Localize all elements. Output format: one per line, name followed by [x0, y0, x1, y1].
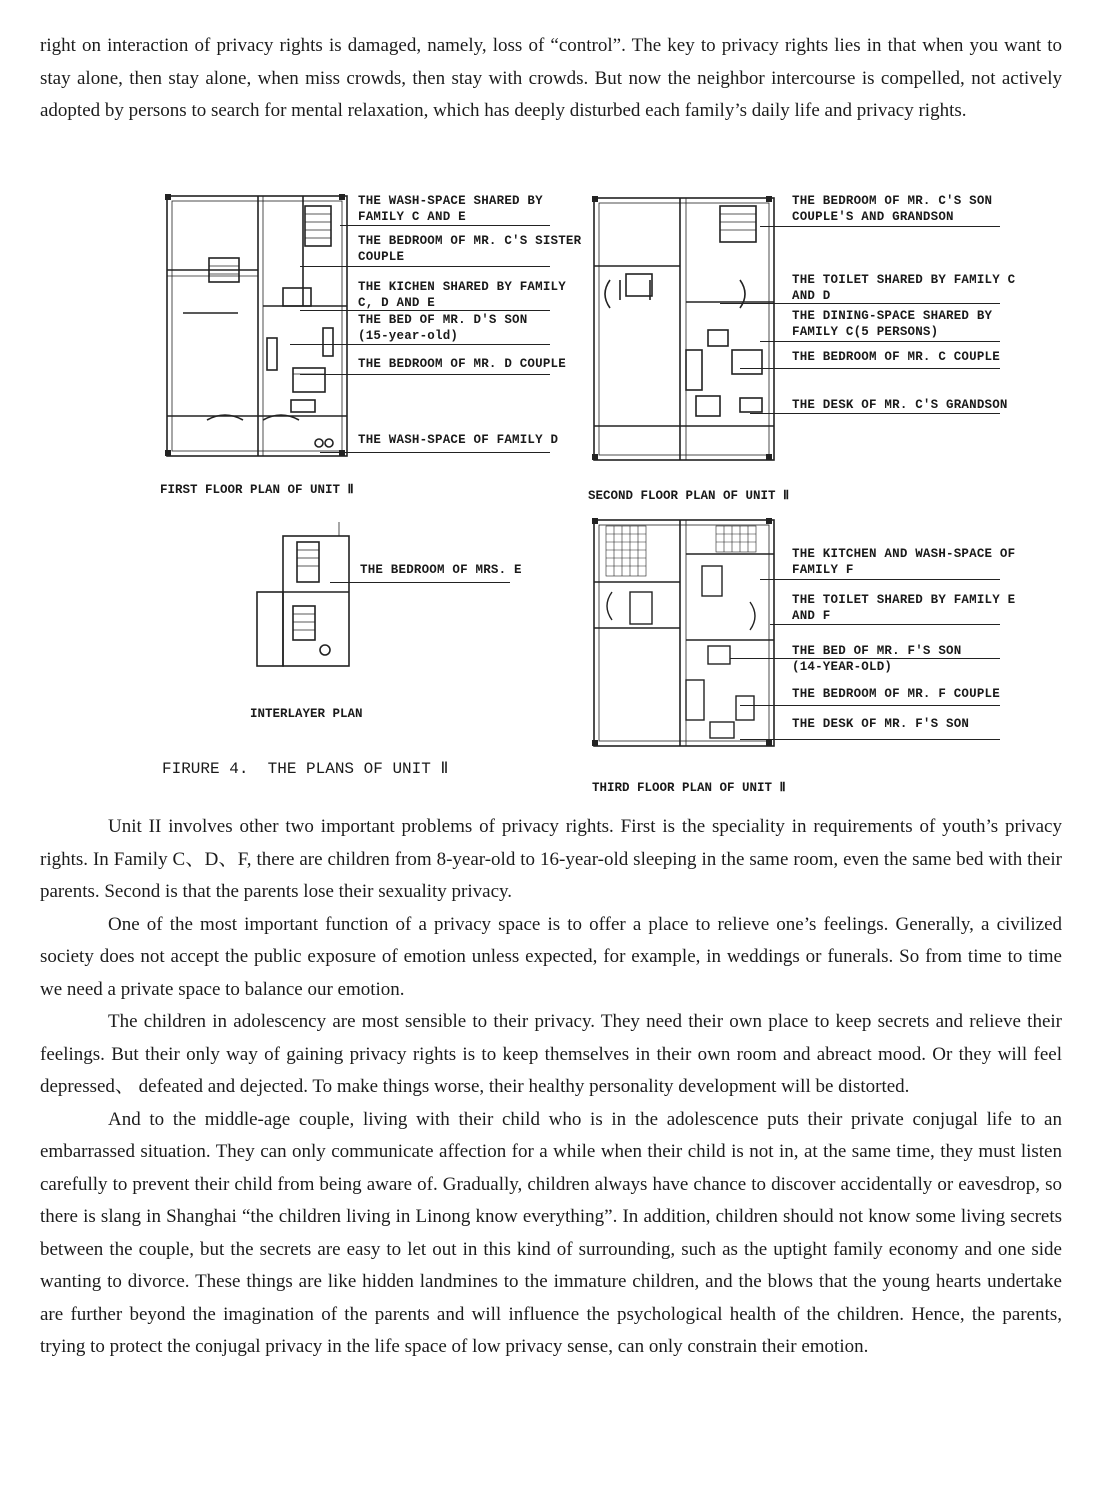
leader-line — [760, 226, 1000, 227]
leader-line — [730, 658, 1000, 659]
paragraph: The children in adolescency are most sensible to their privacy. They need their own place to keep secrets and relieve their feelings. But their only way of gaining privacy rights is to keep themselves in their own room and abreact mood. Or they will feel depressed、 defeated and dejected. To make things worse, their healthy personality development will be distorted. — [40, 1011, 1062, 1097]
leader-line — [770, 624, 1000, 625]
label-kitchen-c-d-e: THE KICHEN SHARED BY FAMILY C, D AND E — [358, 280, 566, 310]
label-bed-d-son: THE BED OF MR. D'S SON (15-year-old) — [358, 313, 528, 343]
leader-line — [290, 344, 550, 345]
leader-line — [750, 413, 1000, 414]
body-text — [0, 811, 1062, 1364]
second-floor-plan-title: SECOND FLOOR PLAN OF UNIT Ⅱ — [588, 489, 790, 503]
leader-line — [340, 225, 550, 226]
label-toilet-c-d: THE TOILET SHARED BY FAMILY C AND D — [792, 273, 1016, 303]
leader-line — [300, 266, 550, 267]
leader-line — [740, 739, 1000, 740]
second-floor-plan-drawing — [590, 190, 780, 470]
label-dining-space-c: THE DINING-SPACE SHARED BY FAMILY C(5 PERSONS) — [792, 309, 993, 339]
first-floor-plan-title: FIRST FLOOR PLAN OF UNIT Ⅱ — [160, 483, 354, 497]
label-bedroom-f-couple: THE BEDROOM OF MR. F COUPLE — [792, 687, 1000, 701]
label-wash-space-family-d: THE WASH-SPACE OF FAMILY D — [358, 433, 559, 447]
leader-line — [720, 303, 1000, 304]
label-wash-space-family-c-e: THE WASH-SPACE SHARED BY FAMILY C AND E — [358, 194, 543, 224]
leader-line — [740, 705, 1000, 706]
interlayer-plan-drawing — [253, 522, 353, 672]
figure-caption: FIRURE 4. THE PLANS OF UNIT Ⅱ — [162, 760, 449, 778]
label-bedroom-c-couple: THE BEDROOM OF MR. C COUPLE — [792, 350, 1000, 364]
label-desk-f-son: THE DESK OF MR. F'S SON — [792, 717, 970, 731]
third-floor-plan-title: THIRD FLOOR PLAN OF UNIT Ⅱ — [592, 781, 786, 795]
leader-line — [320, 452, 550, 453]
third-floor-plan-drawing — [590, 512, 780, 752]
paragraph: One of the most important function of a privacy space is to offer a place to relieve one’s feelings. Generally, a civilized society does not accept the public exposure of emotion unless expected, for example, in weddings or funerals. So from time to time we need a private space to balance our emotion. — [40, 913, 1062, 1000]
label-kitchen-wash-family-f: THE KITCHEN AND WASH-SPACE OF FAMILY F — [792, 547, 1016, 577]
label-desk-c-grandson: THE DESK OF MR. C'S GRANDSON — [792, 398, 1008, 412]
label-bedroom-mrs-e: THE BEDROOM OF MRS. E — [360, 563, 522, 577]
label-toilet-e-f: THE TOILET SHARED BY FAMILY E AND F — [792, 593, 1016, 623]
paragraph: Unit II involves other two important problems of privacy rights. First is the speciality in requirements of youth’s privacy rights. In Family C、D、F, there are children from 8-year-old to 16-year-old sleeping in the same room, even the same bed with their parents. Second is that the parents lose their sexuality privacy. — [40, 816, 1062, 902]
label-bedroom-c-sister: THE BEDROOM OF MR. C'S SISTER COUPLE — [358, 234, 582, 264]
leader-line — [300, 374, 550, 375]
label-bedroom-c-son-couple: THE BEDROOM OF MR. C'S SON COUPLE'S AND GRANDSON — [792, 194, 993, 224]
first-floor-plan-drawing — [163, 188, 353, 463]
leader-line — [760, 579, 1000, 580]
leader-line — [760, 341, 1000, 342]
intro-paragraph: right on interaction of privacy rights is damaged, namely, loss of “control”. The key to privacy rights lies in that when you want to stay alone, then stay alone, when miss crowds, then stay with crowds. But now the neighbor intercourse is compelled, not actively adopted by persons to search for mental relaxation, which has deeply disturbed each family’s daily life and privacy rights. — [40, 35, 1062, 121]
leader-line — [740, 368, 1000, 369]
label-bedroom-d-couple: THE BEDROOM OF MR. D COUPLE — [358, 357, 566, 371]
label-bed-f-son: THE BED OF MR. F'S SON (14-YEAR-OLD) — [792, 644, 962, 674]
interlayer-plan-title: INTERLAYER PLAN — [250, 707, 363, 721]
paragraph: And to the middle-age couple, living with their child who is in the adolescence puts their private conjugal life to an embarrassed situation. They can only communicate affection for a while when their child is not in, at the same time, they must listen carefully to prevent their child from being aware of. Gradually, children always have chance to discover accidentally or eavesdrop, so there is slang in Shanghai “the children living in Linong know everything”. In addition, children should not know some living secrets between the couple, but the secrets are easy to let out in this kind of surrounding, such as the uptight family economy and one side wanting to divorce. These things are like hidden landmines to the immature children, and the blows that the young hearts undertake are further beyond the imagination of the parents and will influence the psychological health of the children. Hence, the parents, trying to protect the conjugal privacy in the life space of low privacy sense, can only constrain their emotion. — [40, 1108, 1062, 1357]
leader-line — [330, 582, 510, 583]
